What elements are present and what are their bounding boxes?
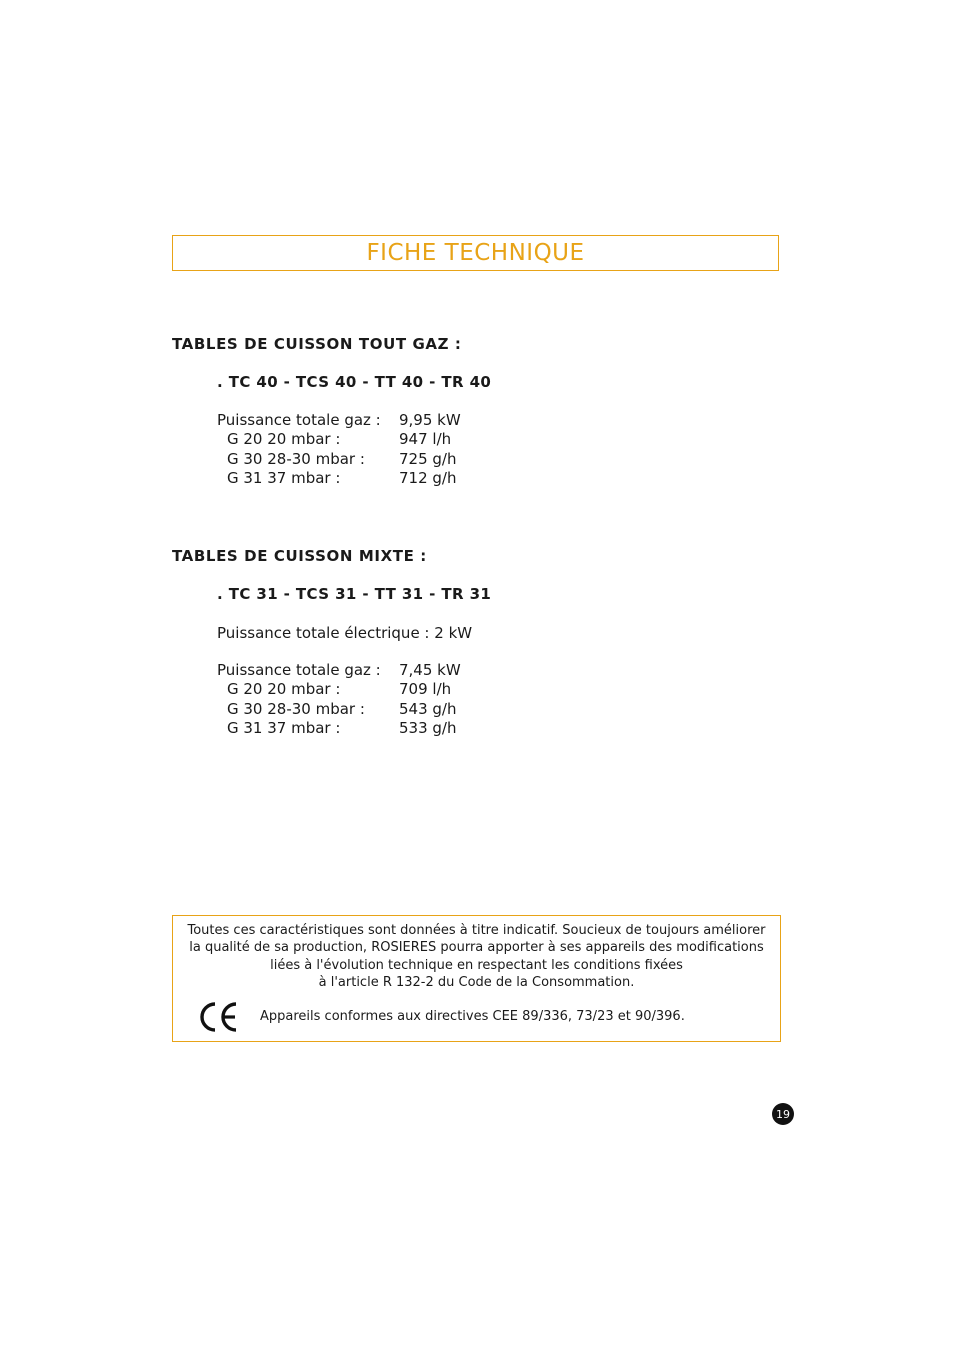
spec-row: [217, 411, 461, 430]
notice-line: la qualité de sa production, ROSIERES pourra apporter à ses appareils des modifications: [189, 940, 764, 956]
section-heading-mixed: TABLES DE CUISSON MIXTE :: [172, 547, 427, 565]
spec-label: G 30 28-30 mbar :: [227, 449, 365, 468]
spec-value: 543 g/h: [399, 699, 457, 718]
gas-spec-table-mixed: [217, 661, 461, 738]
spec-row: [217, 450, 461, 469]
notice-line: Toutes ces caractéristiques sont données à titre indicatif. Soucieux de toujours améliorer: [187, 923, 766, 938]
spec-row: [217, 430, 461, 449]
spec-label: Puissance totale gaz :: [217, 661, 381, 679]
spec-label: G 31 37 mbar :: [227, 718, 341, 737]
title-banner: [172, 235, 779, 271]
spec-value: 725 g/h: [399, 449, 457, 468]
spec-value: 533 g/h: [399, 718, 457, 737]
spec-value: 709 l/h: [399, 680, 452, 699]
spec-label: G 20 20 mbar :: [227, 680, 341, 699]
notice-line: liées à l'évolution technique en respectant les conditions fixées: [270, 957, 683, 973]
spec-row: [217, 680, 461, 699]
notice-text: [173, 922, 780, 992]
spec-value: 947 l/h: [399, 430, 452, 449]
notice-line: à l'article R 132-2 du Code de la Consommation.: [318, 975, 635, 991]
spec-value: 712 g/h: [399, 468, 457, 487]
ce-mark-icon: [198, 1000, 240, 1034]
page-number: 19: [772, 1103, 794, 1125]
electric-power-line: Puissance totale électrique : 2 kW: [217, 624, 473, 642]
spec-value: 7,45 kW: [399, 661, 461, 679]
model-list-all-gas: . TC 40 - TCS 40 - TT 40 - TR 40: [217, 373, 492, 391]
conformity-statement: Appareils conformes aux directives CEE 89/336, 73/23 et 90/396.: [260, 1009, 685, 1024]
gas-spec-table-all-gas: [217, 411, 461, 488]
spec-row: [217, 469, 461, 488]
notice-box: [172, 915, 781, 1042]
spec-label: G 31 37 mbar :: [227, 468, 341, 487]
spec-value: 9,95 kW: [399, 411, 461, 429]
spec-label: Puissance totale gaz :: [217, 411, 381, 429]
spec-row: [217, 661, 461, 680]
section-heading-all-gas: TABLES DE CUISSON TOUT GAZ :: [172, 335, 462, 353]
page-title: FICHE TECHNIQUE: [366, 239, 585, 266]
spec-label: G 20 20 mbar :: [227, 430, 341, 449]
model-list-mixed: . TC 31 - TCS 31 - TT 31 - TR 31: [217, 585, 492, 603]
spec-row: [217, 719, 461, 738]
spec-row: [217, 700, 461, 719]
spec-label: G 30 28-30 mbar :: [227, 699, 365, 718]
